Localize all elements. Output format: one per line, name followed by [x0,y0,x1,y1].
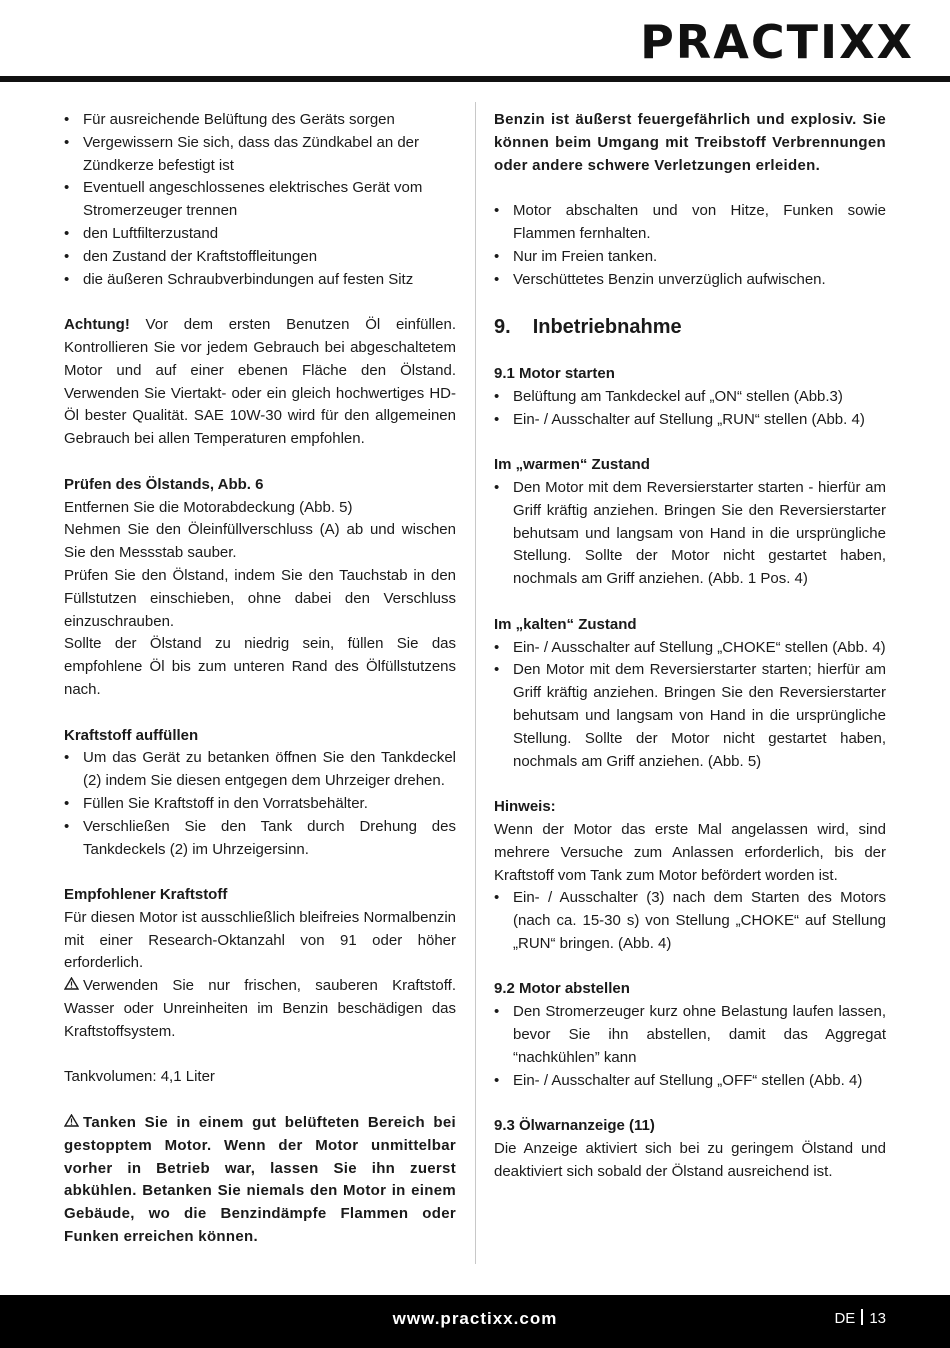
start-motor-list [494,386,886,432]
list-item-text: Nur im Freien tanken. [513,247,658,265]
bullet-icon: • [494,410,500,428]
stop-motor-list [494,1001,886,1092]
list-item [494,887,886,955]
list-item-text: Ein- / Ausschalter (3) nach dem Starten des Motors (nach ca. 15-30 s) von Stellung „CHOKE“ auf Stellung „RUN“ bringen. (Abb. 4) [513,889,886,952]
warm-state-list [494,477,886,591]
fresh-fuel-note [64,975,456,1043]
note-text: Wenn der Motor das erste Mal angelassen wird, sind mehrere Versuche zum Anlassen erforderlich, bis der Kraftstoff vom Tank zum Motor befördert worden ist. [494,820,886,884]
list-item-text: Ein- / Ausschalter auf Stellung „CHOKE“ stellen (Abb. 4) [513,638,886,656]
footer-bar [0,1295,950,1348]
warning-triangle-icon [64,1112,80,1135]
list-item [494,637,886,660]
list-item-text: den Zustand der Kraftstoffleitungen [83,247,318,265]
oil-check-step-4: Sollte der Ölstand zu niedrig sein, füllen Sie das empfohlene Öl bis zum unteren Rand des Ölfüllstutzens nach. [64,635,456,698]
bullet-icon: • [64,270,70,288]
attention-label: Achtung! [64,316,130,334]
attention-text: Vor dem ersten Benutzen Öl einfüllen. Kontrollieren Sie vor jedem Gebrauch bei abgeschaltetem Motor und auf einer ebenen Fläche den Ölstand. Verwenden Sie Viertakt- oder ein gleich hochwertiges HD-Öl bester Qualität. SAE 10W-30 wird für den allgemeinen Gebrauch bei allen Temperaturen empfohlen. [64,316,456,448]
brand-logo: PRACTIXX [640,15,914,69]
list-item-text: Verschüttetes Benzin unverzüglich aufwischen. [513,270,826,288]
list-item [64,816,456,862]
list-item [64,793,456,816]
bullet-icon: • [494,387,500,405]
column-divider [475,102,476,1264]
oil-warning-heading: 9.3 Ölwarnanzeige (11) [494,1117,655,1135]
list-item [494,1001,886,1069]
list-item-text: Den Stromerzeuger kurz ohne Belastung laufen lassen, bevor Sie ihn abstellen, damit das Aggregat “nachkühlen” kann [513,1003,886,1066]
note-list [494,887,886,955]
list-item [64,223,456,246]
fuel-heading: Kraftstoff auffüllen [64,726,199,744]
recommended-fuel-heading: Empfohlener Kraftstoff [64,886,228,904]
bullet-icon: • [494,247,500,265]
page-indicator [834,1308,886,1330]
list-item [64,132,456,178]
list-item-text: Ein- / Ausschalter auf Stellung „OFF“ stellen (Abb. 4) [513,1071,863,1089]
list-item-text: Den Motor mit dem Reversierstarter starten - hierfür am Griff kräftig anziehen. Bringen Sie den Reversierstarter behutsam und langsam von Hand in die ursprüngliche Stellung. Sollte der Motor nicht gestartet haben, nochmals am Griff anziehen. (Abb. 1 Pos. 4) [513,478,886,588]
cold-state-heading: Im „kalten“ Zustand [494,615,637,633]
attention-paragraph [64,314,456,451]
bullet-icon: • [64,749,70,767]
bullet-icon: • [494,661,500,679]
oil-check-step-1: Entfernen Sie die Motorabdeckung (Abb. 5) [64,498,353,516]
check-list [64,109,456,291]
bullet-icon: • [64,247,70,265]
list-item [494,200,886,246]
note-heading: Hinweis: [494,798,556,816]
list-item-text: Motor abschalten und von Hitze, Funken sowie Flammen fernhalten. [513,202,886,242]
header-rule [0,76,950,82]
oil-check-heading: Prüfen des Ölstands, Abb. 6 [64,475,264,493]
list-item [494,1070,886,1093]
tank-volume: Tankvolumen: 4,1 Liter [64,1068,215,1086]
bullet-icon: • [64,111,70,128]
list-item-text: den Luftfilterzustand [83,224,219,242]
fuel-list [64,747,456,861]
oil-warning-text: Die Anzeige aktiviert sich bei zu geringem Ölstand und deaktiviert sich sobald der Ölstand ausreichend ist. [494,1140,886,1180]
list-item-text: die äußeren Schraubverbindungen auf festen Sitz [83,270,414,288]
refuel-warning-text: Tanken Sie in einem gut belüfteten Bereich bei gestopptem Motor. Wenn der Motor unmittelbar vorher in Betrieb war, lassen Sie ihn zuerst abkühlen. Betanken Sie niemals den Motor in einem Gebäude, wo die Benzindämpfe Flammen oder Funken erreichen können. [64,1114,456,1246]
list-item-text: Den Motor mit dem Reversierstarter starten; hierfür am Griff kräftig anziehen. Bringen Sie den Reversierstarter behutsam und langsam von Hand in die ursprüngliche Stellung. Sollte der Motor nicht gestartet haben, nochmals am Griff anziehen. (Abb. 5) [513,661,886,770]
page-number: 13 [869,1310,886,1327]
bullet-icon: • [64,794,70,812]
list-item [64,269,456,292]
list-item [64,177,456,223]
list-item-text: Für ausreichende Belüftung des Geräts sorgen [83,111,395,128]
list-item-text: Eventuell angeschlossenes elektrisches Gerät vom Stromerzeuger trennen [83,179,423,220]
list-item-text: Belüftung am Tankdeckel auf „ON“ stellen (Abb.3) [513,387,843,405]
list-item [494,477,886,591]
bullet-icon: • [494,478,500,496]
bullet-icon: • [64,133,70,151]
list-item-text: Füllen Sie Kraftstoff in den Vorratsbehälter. [83,794,368,812]
recommended-fuel-text: Für diesen Motor ist ausschließlich bleifreies Normalbenzin mit einer Research-Oktanzahl von 91 oder höher erforderlich. [64,908,456,972]
separator [861,1309,863,1325]
list-item-text: Vergewissern Sie sich, dass das Zündkabel an der Zündkerze befestigt ist [83,133,420,174]
warm-state-heading: Im „warmen“ Zustand [494,456,650,474]
bullet-icon: • [64,224,70,242]
bullet-icon: • [494,889,500,907]
bullet-icon: • [494,1003,500,1021]
fresh-fuel-text: Verwenden Sie nur frischen, sauberen Kraftstoff. Wasser oder Unreinheiten im Benzin beschädigen das Kraftstoffsystem. [64,977,456,1040]
bullet-icon: • [494,1071,500,1089]
list-item [494,269,886,292]
bullet-icon: • [64,179,70,197]
list-item [494,659,886,773]
section-heading [494,314,886,340]
bullet-icon: • [494,270,500,288]
list-item [494,409,886,432]
list-item-text: Um das Gerät zu betanken öffnen Sie den Tankdeckel (2) indem Sie diesen entgegen dem Uhrzeiger drehen. [83,749,456,790]
left-column [64,109,456,1249]
bullet-icon: • [64,817,70,835]
section-number: 9. [494,316,511,339]
oil-check-step-2: Nehmen Sie den Öleinfüllverschluss (A) ab und wischen Sie den Messstab sauber. [64,521,456,562]
section-title: Inbetriebnahme [532,316,682,339]
refuel-warning [64,1112,456,1249]
language-code: DE [834,1310,856,1327]
website-link[interactable]: www.practixx.com [392,1309,558,1328]
list-item [64,246,456,269]
bullet-icon: • [494,202,500,220]
fuel-danger-warning: Benzin ist äußerst feuergefährlich und explosiv. Sie können beim Umgang mit Treibstoff Verbrennungen oder andere schwere Verletzungen erleiden. [494,111,886,174]
list-item [64,109,456,132]
start-motor-heading: 9.1 Motor starten [494,364,615,382]
list-item [494,246,886,269]
warning-triangle-icon [64,975,80,998]
right-column [494,109,886,1184]
list-item-text: Verschließen Sie den Tank durch Drehung des Tankdeckels (2) im Uhrzeigersinn. [83,817,456,858]
stop-motor-heading: 9.2 Motor abstellen [494,980,630,998]
cold-state-list [494,637,886,774]
list-item [494,386,886,409]
oil-check-step-3: Prüfen Sie den Ölstand, indem Sie den Tauchstab in den Füllstutzen einschieben, ohne dabei den Verschluss einzuschrauben. [64,566,456,630]
list-item [64,747,456,793]
safety-list [494,200,886,291]
list-item-text: Ein- / Ausschalter auf Stellung „RUN“ stellen (Abb. 4) [513,410,865,428]
bullet-icon: • [494,638,500,656]
